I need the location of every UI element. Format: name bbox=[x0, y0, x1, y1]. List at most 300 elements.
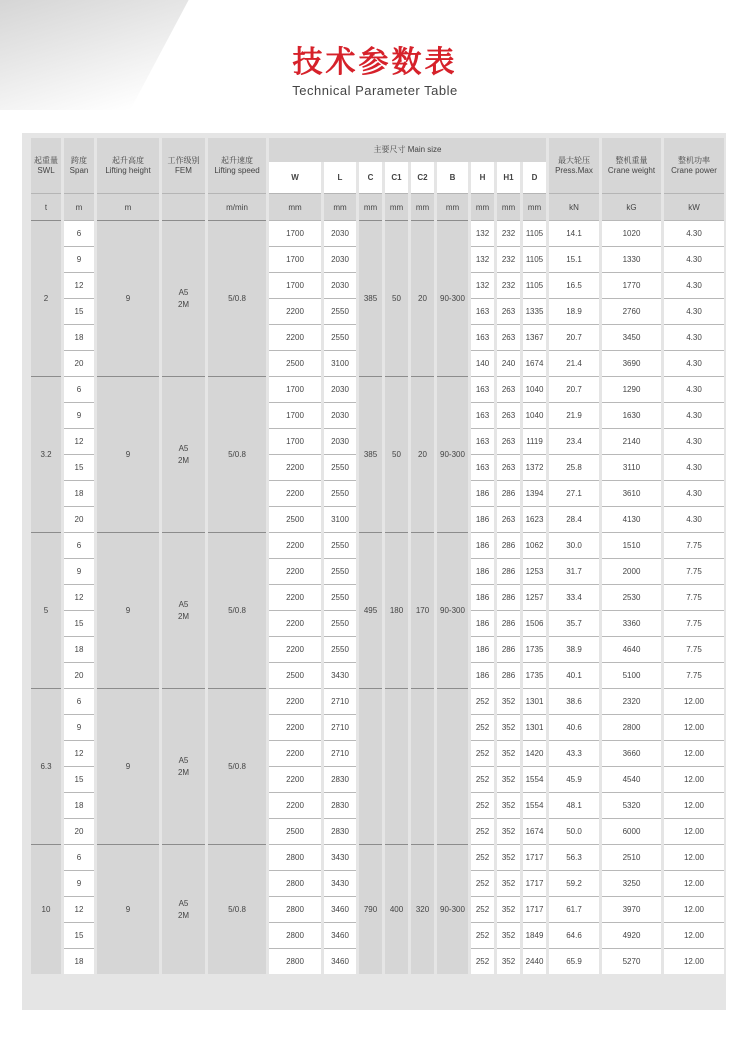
table-row bbox=[31, 532, 724, 558]
cell-power: 4.30 bbox=[664, 298, 724, 324]
cell-weight: 3970 bbox=[602, 896, 661, 922]
cell-h1: 352 bbox=[497, 766, 520, 792]
header-crane-power bbox=[664, 138, 724, 193]
cell-weight: 4640 bbox=[602, 636, 661, 662]
cell-span: 12 bbox=[64, 272, 94, 298]
cell-b: 90-300 bbox=[437, 532, 468, 688]
cell-lifting-speed: 5/0.8 bbox=[208, 376, 266, 532]
cell-weight: 2760 bbox=[602, 298, 661, 324]
cell-w: 2500 bbox=[269, 506, 321, 532]
cell-h1: 232 bbox=[497, 220, 520, 246]
cell-press: 50.0 bbox=[549, 818, 599, 844]
cell-swl: 5 bbox=[31, 532, 61, 688]
cell-press: 21.4 bbox=[549, 350, 599, 376]
cell-press: 31.7 bbox=[549, 558, 599, 584]
cell-power: 4.30 bbox=[664, 246, 724, 272]
cell-h: 252 bbox=[471, 714, 494, 740]
cell-press: 43.3 bbox=[549, 740, 599, 766]
cell-weight: 6000 bbox=[602, 818, 661, 844]
cell-press: 38.9 bbox=[549, 636, 599, 662]
cell-span: 9 bbox=[64, 714, 94, 740]
cell-c1: 50 bbox=[385, 376, 408, 532]
cell-weight: 4130 bbox=[602, 506, 661, 532]
cell-fem: A5 2M bbox=[162, 844, 205, 974]
cell-press: 35.7 bbox=[549, 610, 599, 636]
cell-c1: 400 bbox=[385, 844, 408, 974]
cell-power: 7.75 bbox=[664, 636, 724, 662]
cell-d: 1301 bbox=[523, 688, 546, 714]
cell-c: 385 bbox=[359, 220, 382, 376]
unit-c2: mm bbox=[411, 193, 434, 220]
cell-c: 495 bbox=[359, 532, 382, 688]
header-lifting-speed-cn: 起升速度 bbox=[221, 155, 253, 165]
cell-lifting-height: 9 bbox=[97, 376, 159, 532]
cell-weight: 2140 bbox=[602, 428, 661, 454]
cell-h: 132 bbox=[471, 246, 494, 272]
cell-h: 252 bbox=[471, 688, 494, 714]
cell-l: 2710 bbox=[324, 714, 356, 740]
cell-c1: 50 bbox=[385, 220, 408, 376]
header-c2: C2 bbox=[411, 162, 434, 193]
cell-h: 140 bbox=[471, 350, 494, 376]
cell-press: 25.8 bbox=[549, 454, 599, 480]
cell-press: 33.4 bbox=[549, 584, 599, 610]
cell-w: 2500 bbox=[269, 818, 321, 844]
cell-d: 1105 bbox=[523, 272, 546, 298]
cell-w: 1700 bbox=[269, 246, 321, 272]
cell-weight: 1510 bbox=[602, 532, 661, 558]
cell-d: 1735 bbox=[523, 662, 546, 688]
cell-power: 12.00 bbox=[664, 844, 724, 870]
cell-c2: 170 bbox=[411, 532, 434, 688]
cell-l: 2550 bbox=[324, 480, 356, 506]
cell-w: 2200 bbox=[269, 610, 321, 636]
cell-h: 252 bbox=[471, 948, 494, 974]
header-w: W bbox=[269, 162, 321, 193]
cell-press: 38.6 bbox=[549, 688, 599, 714]
cell-d: 1062 bbox=[523, 532, 546, 558]
cell-span: 18 bbox=[64, 324, 94, 350]
cell-c2: 20 bbox=[411, 376, 434, 532]
cell-h: 252 bbox=[471, 922, 494, 948]
cell-b: 90-300 bbox=[437, 844, 468, 974]
cell-h1: 352 bbox=[497, 792, 520, 818]
cell-w: 1700 bbox=[269, 376, 321, 402]
cell-span: 12 bbox=[64, 896, 94, 922]
header-h1: H1 bbox=[497, 162, 520, 193]
parameter-table bbox=[28, 138, 727, 974]
cell-power: 12.00 bbox=[664, 818, 724, 844]
cell-h: 186 bbox=[471, 662, 494, 688]
header-b: B bbox=[437, 162, 468, 193]
cell-l: 2030 bbox=[324, 246, 356, 272]
unit-swl: t bbox=[31, 193, 61, 220]
cell-d: 2440 bbox=[523, 948, 546, 974]
unit-press: kN bbox=[549, 193, 599, 220]
cell-weight: 3690 bbox=[602, 350, 661, 376]
cell-d: 1394 bbox=[523, 480, 546, 506]
cell-l: 3430 bbox=[324, 870, 356, 896]
header-swl-cn: 起重量 bbox=[34, 155, 58, 165]
header-press-max-cn: 最大轮压 bbox=[558, 155, 590, 165]
cell-w: 2200 bbox=[269, 558, 321, 584]
cell-h: 252 bbox=[471, 818, 494, 844]
cell-h: 186 bbox=[471, 558, 494, 584]
cell-span: 6 bbox=[64, 376, 94, 402]
cell-power: 12.00 bbox=[664, 896, 724, 922]
cell-power: 7.75 bbox=[664, 610, 724, 636]
cell-w: 2200 bbox=[269, 324, 321, 350]
cell-w: 2200 bbox=[269, 480, 321, 506]
cell-span: 15 bbox=[64, 766, 94, 792]
header-span-cn: 跨度 bbox=[71, 155, 87, 165]
cell-h1: 286 bbox=[497, 480, 520, 506]
cell-span: 12 bbox=[64, 428, 94, 454]
cell-lifting-height: 9 bbox=[97, 688, 159, 844]
cell-weight: 3450 bbox=[602, 324, 661, 350]
cell-w: 2200 bbox=[269, 688, 321, 714]
cell-power: 7.75 bbox=[664, 662, 724, 688]
header-lifting-speed bbox=[208, 138, 266, 193]
header-press-max-en: Press.Max bbox=[555, 165, 593, 175]
cell-press: 18.9 bbox=[549, 298, 599, 324]
cell-power: 7.75 bbox=[664, 584, 724, 610]
cell-w: 2800 bbox=[269, 870, 321, 896]
cell-press: 40.6 bbox=[549, 714, 599, 740]
cell-d: 1717 bbox=[523, 896, 546, 922]
cell-b: 90-300 bbox=[437, 376, 468, 532]
cell-l: 2030 bbox=[324, 428, 356, 454]
cell-h1: 263 bbox=[497, 428, 520, 454]
cell-d: 1849 bbox=[523, 922, 546, 948]
cell-d: 1717 bbox=[523, 844, 546, 870]
cell-l: 2030 bbox=[324, 272, 356, 298]
cell-power: 12.00 bbox=[664, 870, 724, 896]
cell-span: 18 bbox=[64, 948, 94, 974]
cell-lifting-height: 9 bbox=[97, 844, 159, 974]
cell-fem: A5 2M bbox=[162, 688, 205, 844]
cell-c2 bbox=[411, 688, 434, 844]
cell-span: 15 bbox=[64, 922, 94, 948]
cell-lifting-speed: 5/0.8 bbox=[208, 220, 266, 376]
cell-d: 1735 bbox=[523, 636, 546, 662]
cell-d: 1674 bbox=[523, 350, 546, 376]
cell-weight: 3110 bbox=[602, 454, 661, 480]
cell-h1: 286 bbox=[497, 636, 520, 662]
cell-span: 9 bbox=[64, 558, 94, 584]
cell-span: 18 bbox=[64, 636, 94, 662]
cell-l: 3460 bbox=[324, 896, 356, 922]
cell-press: 27.1 bbox=[549, 480, 599, 506]
cell-weight: 1020 bbox=[602, 220, 661, 246]
cell-c: 790 bbox=[359, 844, 382, 974]
cell-w: 2800 bbox=[269, 948, 321, 974]
unit-d: mm bbox=[523, 193, 546, 220]
cell-b: 90-300 bbox=[437, 220, 468, 376]
header-fem bbox=[162, 138, 205, 193]
cell-lifting-speed: 5/0.8 bbox=[208, 688, 266, 844]
cell-press: 20.7 bbox=[549, 324, 599, 350]
cell-span: 20 bbox=[64, 818, 94, 844]
cell-c: 385 bbox=[359, 376, 382, 532]
cell-fem: A5 2M bbox=[162, 376, 205, 532]
cell-h: 186 bbox=[471, 480, 494, 506]
cell-power: 12.00 bbox=[664, 792, 724, 818]
title-block bbox=[0, 45, 750, 98]
cell-press: 15.1 bbox=[549, 246, 599, 272]
cell-l: 3460 bbox=[324, 922, 356, 948]
cell-h: 163 bbox=[471, 376, 494, 402]
cell-c2: 20 bbox=[411, 220, 434, 376]
cell-press: 28.4 bbox=[549, 506, 599, 532]
cell-weight: 2320 bbox=[602, 688, 661, 714]
cell-weight: 1770 bbox=[602, 272, 661, 298]
cell-h1: 240 bbox=[497, 350, 520, 376]
cell-press: 65.9 bbox=[549, 948, 599, 974]
table-row bbox=[31, 376, 724, 402]
cell-span: 6 bbox=[64, 688, 94, 714]
cell-span: 18 bbox=[64, 480, 94, 506]
cell-l: 2550 bbox=[324, 636, 356, 662]
cell-h1: 286 bbox=[497, 610, 520, 636]
cell-swl: 3.2 bbox=[31, 376, 61, 532]
cell-h1: 263 bbox=[497, 506, 520, 532]
cell-w: 1700 bbox=[269, 220, 321, 246]
cell-span: 6 bbox=[64, 844, 94, 870]
header-fem-cn: 工作级别 bbox=[167, 155, 200, 165]
cell-w: 1700 bbox=[269, 428, 321, 454]
unit-b: mm bbox=[437, 193, 468, 220]
unit-span: m bbox=[64, 193, 94, 220]
cell-span: 9 bbox=[64, 870, 94, 896]
cell-power: 4.30 bbox=[664, 272, 724, 298]
cell-press: 48.1 bbox=[549, 792, 599, 818]
header-span-en: Span bbox=[69, 165, 89, 175]
cell-power: 4.30 bbox=[664, 454, 724, 480]
cell-weight: 3610 bbox=[602, 480, 661, 506]
cell-lifting-speed: 5/0.8 bbox=[208, 532, 266, 688]
cell-w: 2800 bbox=[269, 844, 321, 870]
cell-swl: 2 bbox=[31, 220, 61, 376]
cell-power: 4.30 bbox=[664, 402, 724, 428]
cell-d: 1372 bbox=[523, 454, 546, 480]
cell-press: 23.4 bbox=[549, 428, 599, 454]
cell-l: 2550 bbox=[324, 454, 356, 480]
cell-span: 18 bbox=[64, 792, 94, 818]
cell-w: 2200 bbox=[269, 636, 321, 662]
cell-weight: 4920 bbox=[602, 922, 661, 948]
cell-w: 2200 bbox=[269, 584, 321, 610]
header-lifting-height bbox=[97, 138, 159, 193]
cell-power: 7.75 bbox=[664, 558, 724, 584]
cell-press: 45.9 bbox=[549, 766, 599, 792]
cell-h1: 232 bbox=[497, 272, 520, 298]
cell-h: 163 bbox=[471, 324, 494, 350]
cell-l: 2030 bbox=[324, 376, 356, 402]
cell-w: 2200 bbox=[269, 298, 321, 324]
cell-w: 2200 bbox=[269, 454, 321, 480]
cell-l: 2710 bbox=[324, 740, 356, 766]
cell-l: 3430 bbox=[324, 662, 356, 688]
cell-c bbox=[359, 688, 382, 844]
cell-power: 12.00 bbox=[664, 948, 724, 974]
header-press-max bbox=[549, 138, 599, 193]
cell-h1: 352 bbox=[497, 818, 520, 844]
unit-fem bbox=[162, 193, 205, 220]
cell-d: 1335 bbox=[523, 298, 546, 324]
cell-weight: 3250 bbox=[602, 870, 661, 896]
cell-span: 20 bbox=[64, 350, 94, 376]
cell-l: 2830 bbox=[324, 766, 356, 792]
cell-span: 15 bbox=[64, 454, 94, 480]
cell-lifting-height: 9 bbox=[97, 220, 159, 376]
cell-h: 186 bbox=[471, 532, 494, 558]
cell-d: 1257 bbox=[523, 584, 546, 610]
cell-span: 15 bbox=[64, 298, 94, 324]
cell-power: 4.30 bbox=[664, 350, 724, 376]
cell-swl: 6.3 bbox=[31, 688, 61, 844]
cell-h: 252 bbox=[471, 896, 494, 922]
cell-weight: 2530 bbox=[602, 584, 661, 610]
cell-d: 1554 bbox=[523, 792, 546, 818]
table-row bbox=[31, 688, 724, 714]
cell-h1: 286 bbox=[497, 532, 520, 558]
unit-weight: kG bbox=[602, 193, 661, 220]
cell-w: 2200 bbox=[269, 740, 321, 766]
cell-h1: 263 bbox=[497, 298, 520, 324]
cell-fem: A5 2M bbox=[162, 532, 205, 688]
cell-h1: 263 bbox=[497, 402, 520, 428]
cell-l: 2830 bbox=[324, 792, 356, 818]
cell-h: 252 bbox=[471, 792, 494, 818]
cell-span: 9 bbox=[64, 402, 94, 428]
cell-d: 1301 bbox=[523, 714, 546, 740]
cell-h1: 352 bbox=[497, 740, 520, 766]
header-c: C bbox=[359, 162, 382, 193]
header-l: L bbox=[324, 162, 356, 193]
cell-press: 30.0 bbox=[549, 532, 599, 558]
cell-h1: 352 bbox=[497, 714, 520, 740]
cell-h: 186 bbox=[471, 506, 494, 532]
cell-h1: 352 bbox=[497, 844, 520, 870]
cell-weight: 3660 bbox=[602, 740, 661, 766]
header-lifting-speed-en: Lifting speed bbox=[214, 165, 260, 175]
cell-h1: 286 bbox=[497, 584, 520, 610]
header-crane-power-en: Crane power bbox=[671, 165, 717, 175]
cell-w: 2500 bbox=[269, 662, 321, 688]
cell-weight: 5320 bbox=[602, 792, 661, 818]
cell-d: 1420 bbox=[523, 740, 546, 766]
cell-swl: 10 bbox=[31, 844, 61, 974]
cell-c1 bbox=[385, 688, 408, 844]
header-lifting-height-en: Lifting height bbox=[105, 165, 151, 175]
unit-power: kW bbox=[664, 193, 724, 220]
cell-w: 2800 bbox=[269, 922, 321, 948]
cell-d: 1506 bbox=[523, 610, 546, 636]
cell-power: 12.00 bbox=[664, 740, 724, 766]
header-crane-weight-cn: 整机重量 bbox=[615, 155, 648, 165]
header-crane-weight bbox=[602, 138, 661, 193]
cell-d: 1105 bbox=[523, 246, 546, 272]
cell-span: 15 bbox=[64, 610, 94, 636]
cell-span: 9 bbox=[64, 246, 94, 272]
cell-weight: 2800 bbox=[602, 714, 661, 740]
cell-b bbox=[437, 688, 468, 844]
cell-d: 1040 bbox=[523, 402, 546, 428]
cell-weight: 2000 bbox=[602, 558, 661, 584]
cell-power: 4.30 bbox=[664, 324, 724, 350]
cell-h: 163 bbox=[471, 428, 494, 454]
cell-d: 1554 bbox=[523, 766, 546, 792]
cell-h: 132 bbox=[471, 272, 494, 298]
cell-l: 3100 bbox=[324, 350, 356, 376]
unit-h1: mm bbox=[497, 193, 520, 220]
cell-weight: 3360 bbox=[602, 610, 661, 636]
cell-h: 132 bbox=[471, 220, 494, 246]
cell-h1: 286 bbox=[497, 662, 520, 688]
cell-power: 12.00 bbox=[664, 922, 724, 948]
cell-h: 163 bbox=[471, 298, 494, 324]
unit-c1: mm bbox=[385, 193, 408, 220]
cell-power: 4.30 bbox=[664, 376, 724, 402]
cell-h1: 232 bbox=[497, 246, 520, 272]
cell-l: 3430 bbox=[324, 844, 356, 870]
header-swl-en: SWL bbox=[37, 165, 55, 175]
cell-power: 12.00 bbox=[664, 688, 724, 714]
cell-span: 20 bbox=[64, 662, 94, 688]
header-span bbox=[64, 138, 94, 193]
cell-l: 2830 bbox=[324, 818, 356, 844]
cell-weight: 5100 bbox=[602, 662, 661, 688]
cell-h1: 352 bbox=[497, 688, 520, 714]
cell-h: 252 bbox=[471, 740, 494, 766]
cell-l: 2550 bbox=[324, 324, 356, 350]
cell-d: 1040 bbox=[523, 376, 546, 402]
header-c1: C1 bbox=[385, 162, 408, 193]
unit-h: mm bbox=[471, 193, 494, 220]
cell-d: 1674 bbox=[523, 818, 546, 844]
cell-press: 16.5 bbox=[549, 272, 599, 298]
cell-h: 163 bbox=[471, 454, 494, 480]
cell-d: 1119 bbox=[523, 428, 546, 454]
cell-power: 4.30 bbox=[664, 506, 724, 532]
cell-h1: 352 bbox=[497, 922, 520, 948]
cell-w: 2200 bbox=[269, 766, 321, 792]
cell-h: 186 bbox=[471, 636, 494, 662]
cell-l: 3460 bbox=[324, 948, 356, 974]
cell-h: 186 bbox=[471, 584, 494, 610]
table-body bbox=[31, 220, 724, 974]
cell-l: 3100 bbox=[324, 506, 356, 532]
cell-lifting-speed: 5/0.8 bbox=[208, 844, 266, 974]
cell-w: 2200 bbox=[269, 792, 321, 818]
cell-c2: 320 bbox=[411, 844, 434, 974]
cell-w: 1700 bbox=[269, 272, 321, 298]
cell-span: 12 bbox=[64, 584, 94, 610]
cell-h: 252 bbox=[471, 766, 494, 792]
header-h: H bbox=[471, 162, 494, 193]
header-main-size: 主要尺寸 Main size bbox=[269, 138, 546, 162]
cell-weight: 1630 bbox=[602, 402, 661, 428]
cell-weight: 1330 bbox=[602, 246, 661, 272]
page-title-english: Technical Parameter Table bbox=[292, 83, 458, 98]
unit-l: mm bbox=[324, 193, 356, 220]
header-crane-power-cn: 整机功率 bbox=[678, 155, 710, 165]
cell-power: 7.75 bbox=[664, 532, 724, 558]
cell-press: 14.1 bbox=[549, 220, 599, 246]
cell-power: 4.30 bbox=[664, 220, 724, 246]
cell-h1: 352 bbox=[497, 870, 520, 896]
